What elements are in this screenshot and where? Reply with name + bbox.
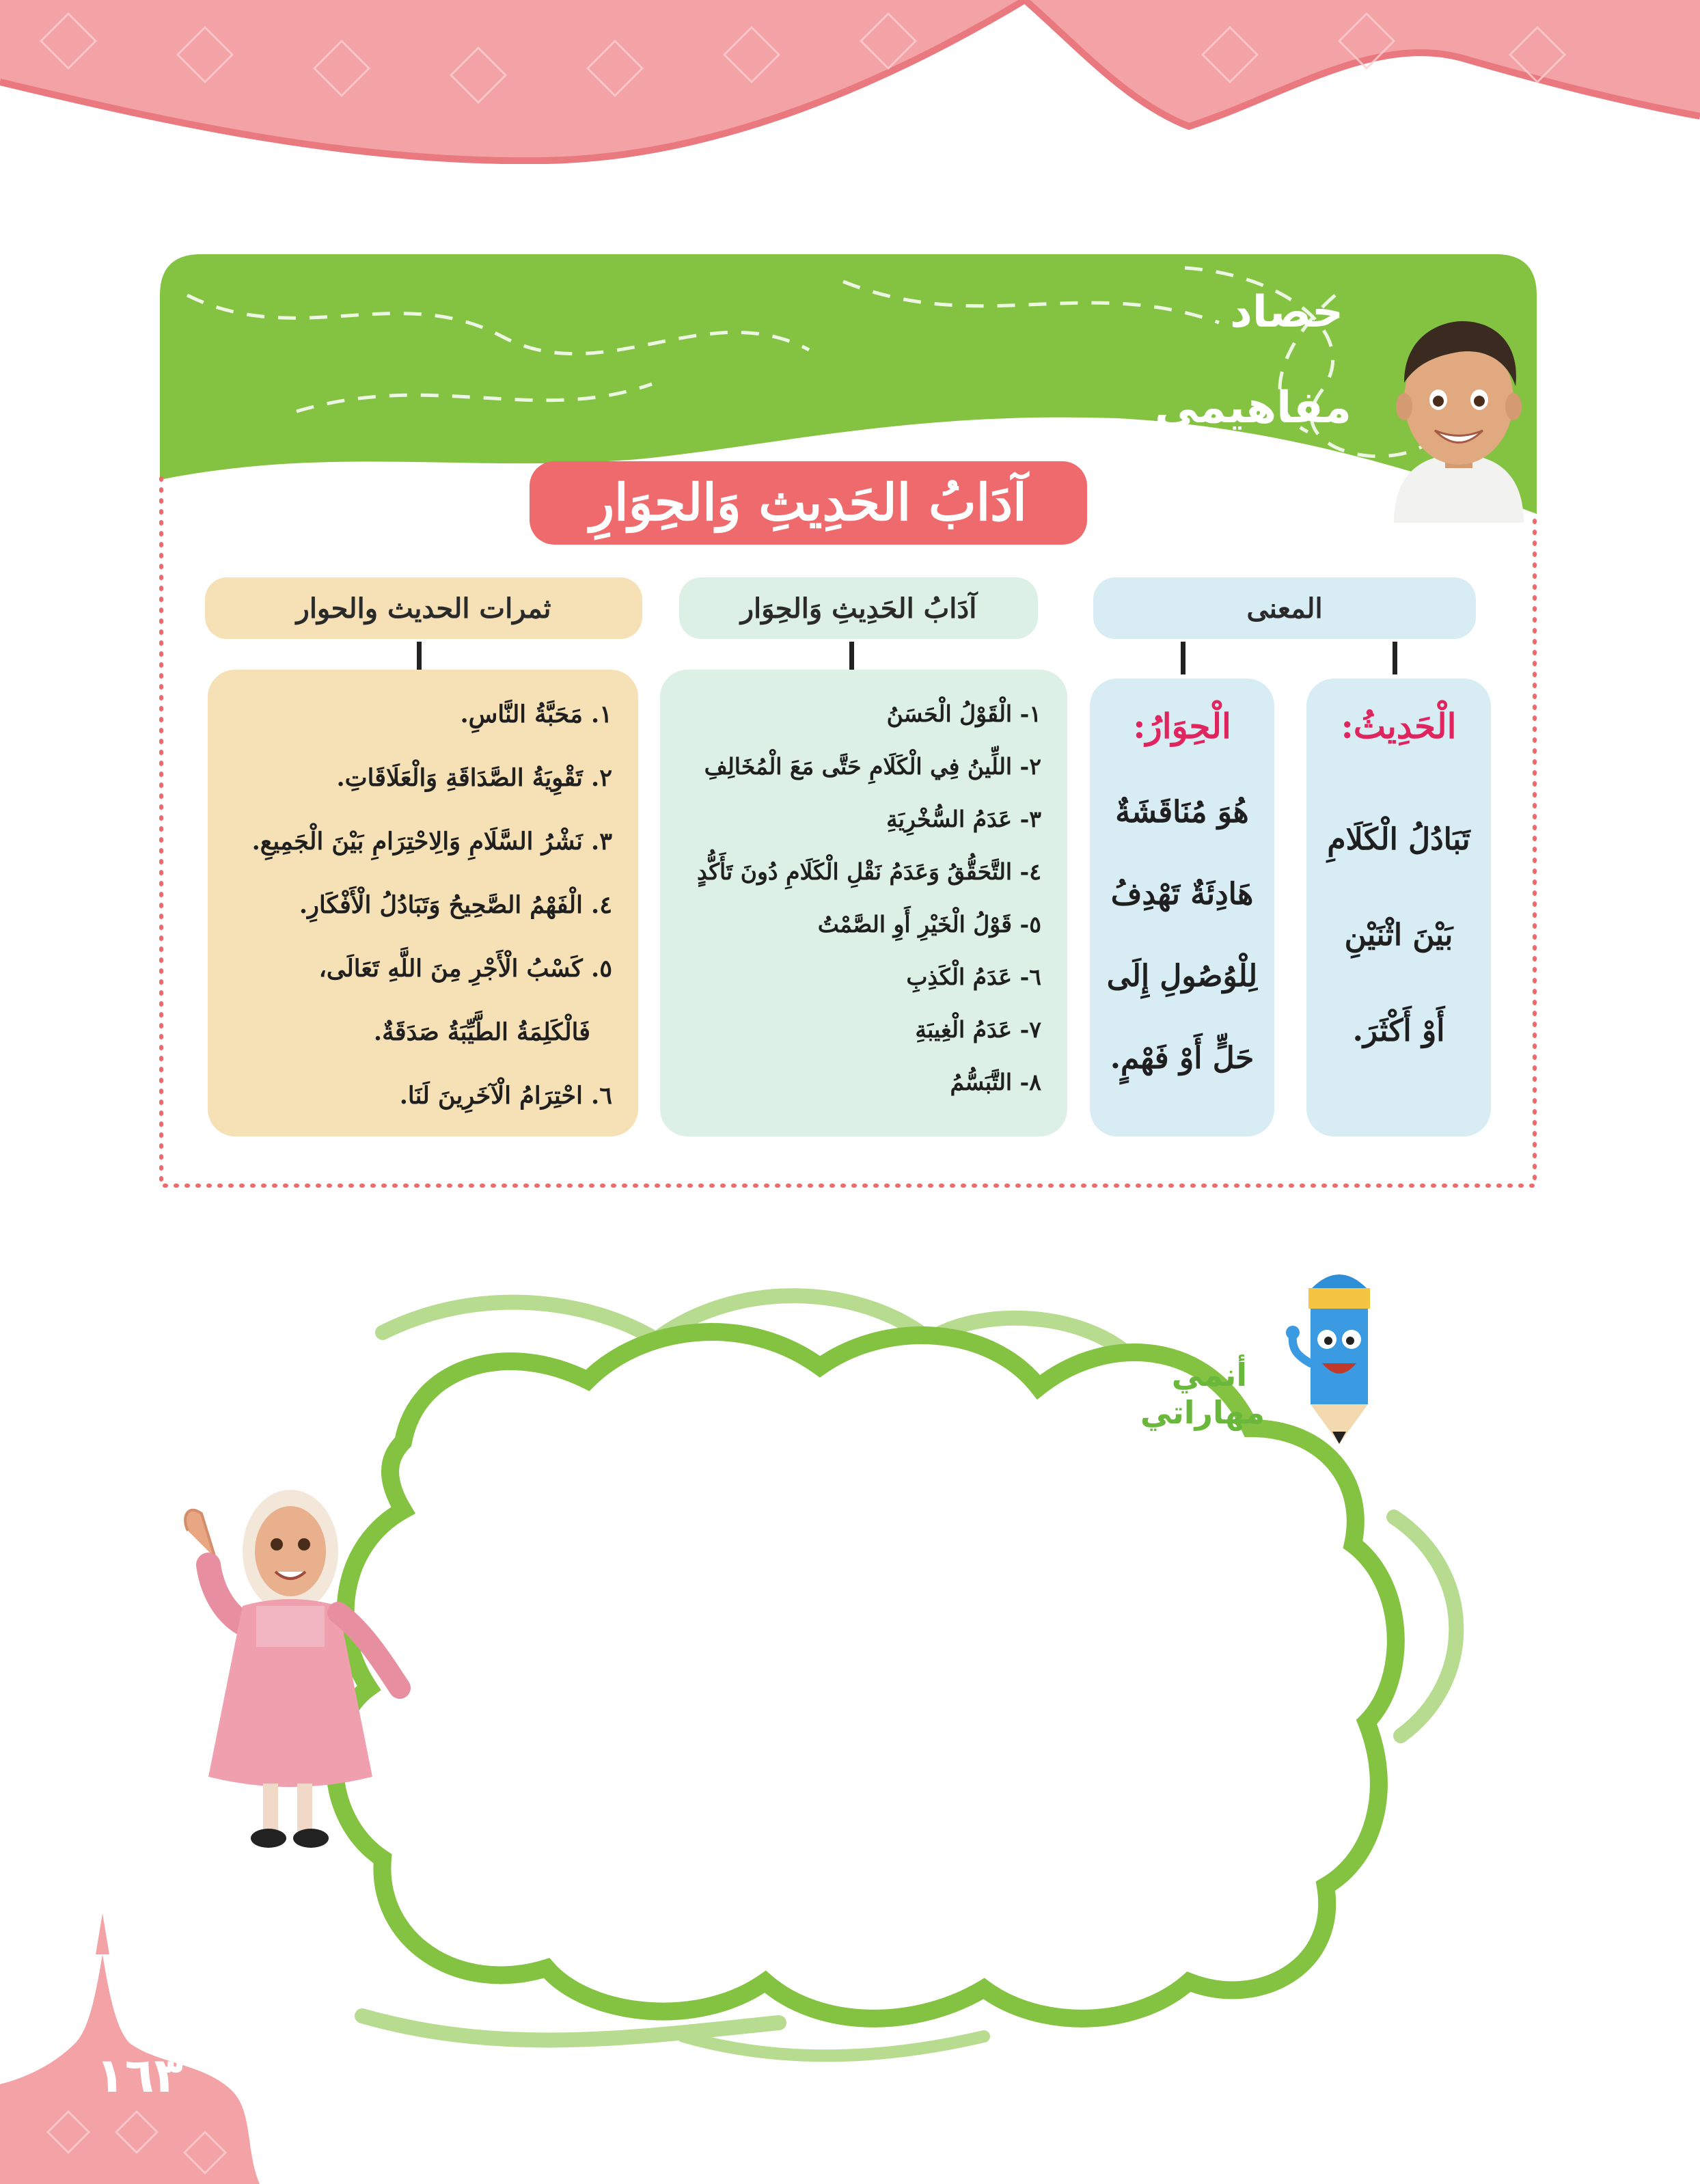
hiwar-heading: الْحِوَارُ: bbox=[1133, 706, 1231, 746]
mosque-dome-decoration bbox=[0, 1907, 287, 2184]
main-title-banner: آدَابُ الحَدِيثِ وَالحِوَارِ bbox=[530, 461, 1087, 545]
skills-title-line1: أنمي bbox=[1171, 1356, 1248, 1393]
hadith-line: بَيْنَ اثْنَيْنِ bbox=[1344, 918, 1453, 953]
hiwar-line: لِلْوُصُولِ إِلَى bbox=[1106, 959, 1258, 994]
meaning-column bbox=[1093, 576, 1476, 1136]
etiquette-item: ٢- اللِّينُ فِي الْكَلَامِ حَتَّى مَعَ الْمُخَالِفِ bbox=[704, 753, 1041, 780]
etiquette-item: ١- الْقَوْلُ الْحَسَنُ bbox=[886, 700, 1041, 727]
harvest-title-line1: حصاد bbox=[1230, 287, 1344, 338]
boy-avatar-icon bbox=[1387, 318, 1531, 523]
etiquette-item: ٦- عَدَمُ الْكَذِبِ bbox=[906, 964, 1041, 990]
fruits-item: ٢. تَقْوِيَةُ الصَّدَاقَةِ وَالْعَلَاقَاتِ. bbox=[336, 764, 612, 792]
pencil-mascot-icon bbox=[1285, 1261, 1394, 1445]
hadith-heading: الْحَدِيثُ: bbox=[1341, 706, 1457, 746]
hiwar-line: هَادِئَةٌ تَهْدِفُ bbox=[1110, 877, 1254, 912]
skills-title-line2: مهاراتي bbox=[1140, 1394, 1265, 1431]
fruits-item: ٣. نَشْرُ السَّلَامِ وَالِاحْتِرَامِ بَيْنَ الْجَمِيعِ. bbox=[251, 828, 612, 856]
connector-line bbox=[1181, 642, 1185, 674]
fruits-column bbox=[205, 576, 642, 1136]
girl-character-icon bbox=[167, 1476, 413, 1859]
fruits-item: ٥. كَسْبُ الْأَجْرِ مِنَ اللَّهِ تَعَالَى، bbox=[318, 955, 612, 983]
top-decoration bbox=[0, 0, 1700, 164]
page-number: ١٦٣ bbox=[96, 2047, 184, 2103]
etiquette-list-card bbox=[660, 670, 1067, 1136]
hiwar-line: حَلٍّ أَوْ فَهْمٍ. bbox=[1110, 1041, 1255, 1076]
fruits-list-card bbox=[208, 670, 638, 1136]
fruits-item: ٤. الْفَهْمُ الصَّحِيحُ وَتَبَادُلُ الْأَفْكَارِ. bbox=[299, 891, 612, 919]
hadith-line: تَبَادُلُ الْكَلَامِ bbox=[1327, 822, 1470, 857]
hadith-line: أَوْ أَكْثَرَ. bbox=[1352, 1013, 1445, 1048]
hiwar-definition-card bbox=[1090, 679, 1274, 1136]
etiquette-item: ٤- التَّحَقُّقُ وَعَدَمُ نَقْلِ الْكَلَامِ دُونَ تَأَكُّدٍ bbox=[696, 858, 1041, 885]
meaning-title: المعنى bbox=[1093, 577, 1476, 639]
etiquette-item: ٥- قَوْلُ الْخَيْرِ أَوِ الصَّمْتُ bbox=[817, 911, 1041, 938]
fruits-item: ١. مَحَبَّةُ النَّاسِ. bbox=[460, 700, 612, 728]
fruits-item: ٦. احْتِرَامُ الْآخَرِينَ لَنَا. bbox=[399, 1082, 612, 1110]
etiquette-item: ٣- عَدَمُ السُّخْرِيَةِ bbox=[886, 806, 1041, 832]
fruits-item: فَالْكَلِمَةُ الطَّيِّبَةُ صَدَقَةٌ. bbox=[373, 1018, 590, 1046]
etiquette-column bbox=[660, 576, 1070, 1136]
harvest-title-line2: مفاهيمي bbox=[1155, 383, 1352, 433]
etiquette-title: آدَابُ الحَدِيثِ وَالحِوَار bbox=[679, 577, 1038, 639]
hiwar-line: هُوَ مُنَاقَشَةٌ bbox=[1115, 795, 1249, 830]
etiquette-item: ٧- عَدَمُ الْغِيبَةِ bbox=[915, 1016, 1041, 1043]
etiquette-item: ٨- التَّبَسُّمُ bbox=[950, 1069, 1041, 1095]
hadith-definition-card bbox=[1306, 679, 1491, 1136]
connector-line bbox=[1393, 642, 1397, 674]
fruits-title: ثمرات الحديث والحوار bbox=[205, 577, 642, 639]
